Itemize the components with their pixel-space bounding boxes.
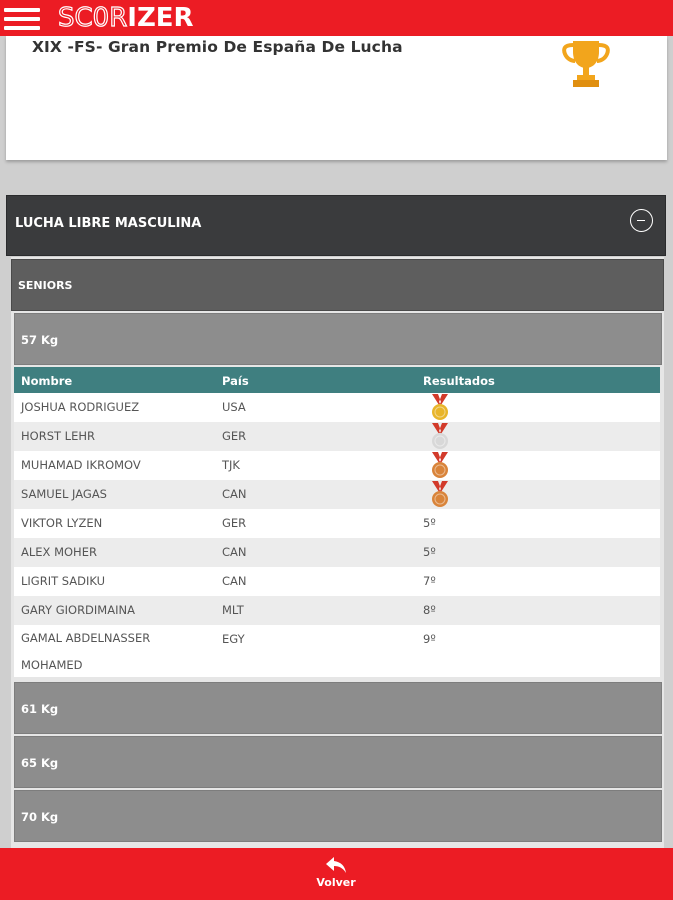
table-row xyxy=(14,422,660,451)
column-header-country: País xyxy=(222,374,249,388)
athlete-result: 5º xyxy=(423,516,436,530)
athlete-name: VIKTOR LYZEN xyxy=(21,516,103,530)
top-app-bar xyxy=(0,0,673,36)
athlete-country: GER xyxy=(222,429,247,443)
back-label: Volver xyxy=(316,876,356,889)
weight-label: 57 Kg xyxy=(21,333,59,347)
athlete-country: TJK xyxy=(222,458,240,472)
column-header-result: Resultados xyxy=(423,374,495,388)
table-row xyxy=(14,451,660,480)
results-panel xyxy=(6,195,666,855)
athlete-country: CAN xyxy=(222,487,247,501)
trophy-icon xyxy=(560,38,612,92)
table-header xyxy=(14,367,660,393)
app-logo: SC0RIZER xyxy=(58,3,194,33)
athlete-name: JOSHUA RODRIGUEZ xyxy=(21,400,140,414)
athlete-name: SAMUEL JAGAS xyxy=(21,487,107,501)
athlete-country: CAN xyxy=(222,545,247,559)
gold-medal-icon xyxy=(429,393,451,423)
weight-header-57[interactable] xyxy=(14,313,662,365)
table-row xyxy=(14,567,660,596)
age-group-header[interactable] xyxy=(11,259,664,311)
athlete-country: EGY xyxy=(222,632,245,646)
weight-label: 61 Kg xyxy=(21,702,59,716)
athlete-country: USA xyxy=(222,400,246,414)
silver-medal-icon xyxy=(429,422,451,452)
age-group-label: SENIORS xyxy=(18,279,73,292)
athlete-name: LIGRIT SADIKU xyxy=(21,574,106,588)
athlete-name: ALEX MOHER xyxy=(21,545,97,559)
table-row xyxy=(14,596,660,625)
bottom-bar xyxy=(0,848,673,900)
back-button[interactable] xyxy=(306,856,366,896)
athlete-country: CAN xyxy=(222,574,247,588)
athlete-result: 5º xyxy=(423,545,436,559)
event-header-card xyxy=(6,36,667,160)
athlete-name: HORST LEHR xyxy=(21,429,95,443)
weight-label: 65 Kg xyxy=(21,756,59,770)
back-arrow-icon xyxy=(325,856,347,874)
athlete-name: GARY GIORDIMAINA xyxy=(21,603,135,617)
table-row xyxy=(14,480,660,509)
athlete-country: GER xyxy=(222,516,247,530)
column-header-name: Nombre xyxy=(21,374,73,388)
category-label: LUCHA LIBRE MASCULINA xyxy=(15,216,202,231)
table-row xyxy=(14,393,660,422)
athlete-name: GAMAL ABDELNASSER MOHAMED xyxy=(21,631,151,672)
weight-label: 70 Kg xyxy=(21,810,59,824)
menu-icon[interactable] xyxy=(4,5,42,33)
athlete-country: MLT xyxy=(222,603,244,617)
age-group-panel xyxy=(11,257,664,857)
athlete-result: 8º xyxy=(423,603,436,617)
athlete-name: MUHAMAD IKROMOV xyxy=(21,458,141,472)
weight-header-61[interactable] xyxy=(14,682,662,734)
weight-header-65[interactable] xyxy=(14,736,662,788)
athlete-result: 9º xyxy=(423,632,436,646)
athlete-result: 7º xyxy=(423,574,436,588)
category-header[interactable] xyxy=(6,195,666,256)
collapse-icon[interactable] xyxy=(630,209,653,232)
table-row xyxy=(14,538,660,567)
table-row xyxy=(14,509,660,538)
table-row xyxy=(14,625,660,677)
weight-header-70[interactable] xyxy=(14,790,662,842)
bronze-medal-icon xyxy=(429,480,451,510)
bronze-medal-icon xyxy=(429,451,451,481)
event-title: XIX -FS- Gran Premio De España De Lucha xyxy=(32,38,403,56)
